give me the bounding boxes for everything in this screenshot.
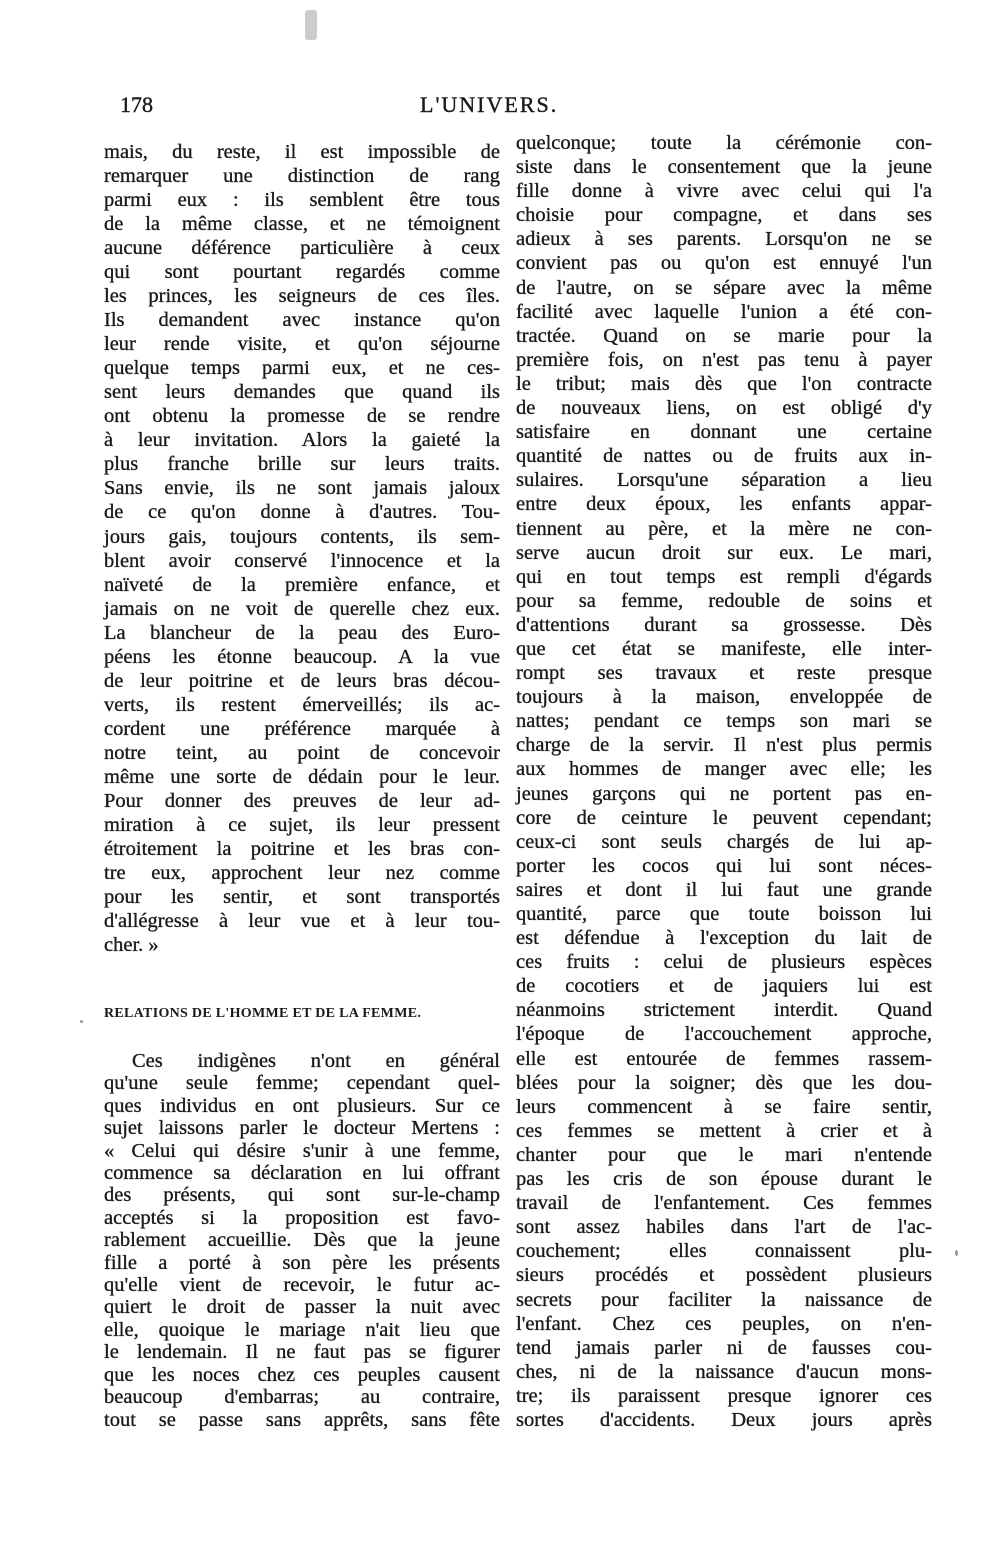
text-line: d'attentions durant sa grossesse. Dès — [516, 613, 932, 636]
text-line: qu'elle vient de recevoir, le futur ac- — [104, 1274, 500, 1297]
text-line: saires et dont il lui faut une grande — [516, 878, 932, 901]
text-line: acceptés si la proposition est favo- — [104, 1206, 500, 1229]
text-line: les princes, les seigneurs de ces îles. — [104, 285, 500, 308]
text-line: convient pas ou qu'on est ennuyé l'un — [516, 252, 932, 275]
text-line: première fois, on n'est pas tenu à payer — [516, 348, 932, 371]
left-column-paragraph — [104, 1050, 500, 1431]
text-line: chanter pour que le mari n'entende — [516, 1143, 932, 1166]
text-line: naïveté de la première enfance, et — [104, 573, 500, 596]
text-line: blent avoir conservé l'innocence et la — [104, 549, 500, 572]
text-line: le lendemain. Il ne faut pas se figurer — [104, 1341, 500, 1364]
text-line: cher. » — [104, 934, 159, 957]
text-line: toujours à la maison, enveloppée de — [516, 686, 932, 709]
text-line: Ces indigènes n'ont en général — [132, 1050, 500, 1072]
text-line: ceux-ci sont seuls chargés de lui ap- — [516, 830, 932, 853]
text-line: La blancheur de la peau des Euro- — [104, 621, 500, 644]
text-line: tend jamais parler ni de fausses cou- — [516, 1336, 932, 1359]
text-line: des présents, qui sont sur-le-champ — [104, 1184, 500, 1207]
text-line: plus franche brille sur leurs traits. — [104, 453, 500, 476]
text-line: de l'autre, on se sépare avec la même — [516, 276, 932, 299]
text-line: elle, quoique le mariage n'ait lieu que — [104, 1318, 500, 1341]
text-line: entre deux époux, les enfants appar- — [516, 493, 932, 516]
text-line: aux hommes de manger avec elle; les — [516, 758, 932, 781]
text-line: facilité avec laquelle l'union a été con- — [516, 300, 932, 323]
text-line: de la même classe, et ne témoignent — [104, 213, 500, 236]
text-line: Pour donner des preuves de leur ad- — [104, 789, 500, 812]
text-line: à leur invitation. Alors la gaieté la — [104, 429, 500, 452]
text-line: travail de l'enfantement. Ces femmes — [516, 1192, 932, 1215]
text-line: beaucoup d'embarras; au contraire, — [104, 1386, 500, 1409]
text-line: le tribut; mais dès que l'on contracte — [516, 372, 932, 395]
text-line: jours gais, toujours contents, ils sem- — [104, 525, 500, 548]
text-line: sieurs procédés et possèdent plusieurs — [516, 1264, 932, 1287]
text-line: cordent une préférence marquée à — [104, 717, 500, 740]
text-line: choisie pour compagne, et dans ses — [516, 204, 932, 227]
text-line: mais, du reste, il est impossible de — [104, 141, 500, 163]
text-line: rompt ses travaux et reste presque — [516, 662, 932, 685]
text-line: siste dans le consentement que la jeune — [516, 156, 932, 179]
text-line: quelconque; toute la cérémonie con- — [516, 132, 932, 154]
text-line: remarquer une distinction de rang — [104, 165, 500, 188]
text-line: que cet état se manifeste, elle inter- — [516, 637, 932, 660]
text-line: Sans envie, ils ne sont jamais jaloux — [104, 477, 500, 500]
text-line: ces femmes se mettent à crier et à — [516, 1119, 932, 1142]
text-line: satisfaire en donnant une certaine — [516, 421, 932, 444]
text-line: de leur poitrine et de leurs bras décou- — [104, 669, 500, 692]
text-line: péens les étonne beaucoup. A la vue — [104, 645, 500, 668]
text-line: ches, ni de la naissance d'aucun mons- — [516, 1360, 932, 1383]
text-line: fille donne à vivre avec celui qui l'a — [516, 180, 932, 203]
text-line: porter les cocos qui lui sont néces- — [516, 854, 932, 877]
text-line: blées pour la soigner; dès que les dou- — [516, 1071, 932, 1094]
text-line: étroitement la poitrine et les bras con- — [104, 837, 500, 860]
text-line: serve aucun droit sur eux. Le mari, — [516, 541, 932, 564]
text-line: leurs commencent à se faire sentir, — [516, 1095, 932, 1118]
text-line: quantité de nattes ou de fruits aux in- — [516, 445, 932, 468]
text-line: tiennent au père, et la mère ne con- — [516, 517, 932, 540]
text-line: verts, ils restent émerveillés; ils ac- — [104, 693, 500, 716]
text-line: adieux à ses parents. Lorsqu'on ne se — [516, 228, 932, 251]
section-heading: RELATIONS DE L'HOMME ET DE LA FEMME. — [104, 1006, 422, 1021]
text-line: sulaires. Lorsqu'une séparation a lieu — [516, 469, 932, 492]
right-column-text — [516, 131, 932, 1432]
text-line: sujet laissons parler le docteur Mertens : — [104, 1117, 500, 1140]
text-line: jeunes garçons qui ne portent pas en- — [516, 782, 932, 805]
scan-speck — [955, 1250, 958, 1256]
scan-speck — [305, 10, 317, 40]
text-line: de nouveaux liens, on est obligé d'y — [516, 397, 932, 420]
text-line: sont assez habiles dans l'art de l'ac- — [516, 1216, 932, 1239]
text-line: ont obtenu la promesse de se rendre — [104, 405, 500, 428]
text-line: aucune déférence particulière à ceux — [104, 237, 500, 260]
text-line: ces fruits : celui de plusieurs espèces — [516, 951, 932, 974]
scan-speck — [80, 1020, 83, 1023]
page-number: 178 — [120, 92, 153, 117]
text-line: tre; ils paraissent presque ignorer ces — [516, 1384, 932, 1407]
text-line: secrets pour faciliter la naissance de — [516, 1288, 932, 1311]
text-line: charge de la servir. Il n'est plus permis — [516, 734, 932, 757]
text-line: core de ceinture le peuvent cependant; — [516, 806, 932, 829]
text-line: qui en tout temps est rempli d'égards — [516, 565, 932, 588]
text-line: tre eux, approchent leur nez comme — [104, 861, 500, 884]
text-line: pour les sentir, et sont transportés — [104, 885, 500, 908]
text-line: commence sa déclaration en lui offrant — [104, 1162, 500, 1185]
text-line: quelque temps parmi eux, et ne ces- — [104, 357, 500, 380]
text-line: leur rende visite, et qu'on séjourne — [104, 333, 500, 356]
text-line: couchement; elles connaissent plu- — [516, 1240, 932, 1263]
text-line: « Celui qui désire s'unir à une femme, — [104, 1139, 500, 1162]
running-title: L'UNIVERS. — [420, 92, 559, 117]
text-line: sortes d'accidents. Deux jours après — [516, 1408, 932, 1431]
text-line: Ils demandent avec instance qu'on — [104, 309, 500, 332]
text-line: que les noces chez ces peuples causent — [104, 1363, 500, 1386]
text-line: miration à ce sujet, ils leur pressent — [104, 813, 500, 836]
text-line: l'époque de l'accouchement approche, — [516, 1023, 932, 1046]
text-line: qu'une seule femme; cependant quel- — [104, 1072, 500, 1095]
left-column-text — [104, 140, 500, 957]
text-line: nattes; pendant ce temps son mari se — [516, 710, 932, 733]
text-line: l'enfant. Chez ces peuples, on n'en- — [516, 1312, 932, 1335]
text-line: sent leurs demandes que quand ils — [104, 381, 500, 404]
text-line: même une sorte de dédain pour le leur. — [104, 765, 500, 788]
text-line: parmi eux : ils semblent être tous — [104, 189, 500, 212]
text-line: quantité, parce que toute boisson lui — [516, 903, 932, 925]
text-line: pour sa femme, redouble de soins et — [516, 589, 932, 612]
text-line: ques individus en ont plusieurs. Sur ce — [104, 1094, 500, 1117]
text-line: rablement accueillie. Dès que la jeune — [104, 1229, 500, 1252]
text-line: néanmoins strictement interdit. Quand — [516, 999, 932, 1022]
text-line: pas les cris de son épouse durant le — [516, 1168, 932, 1191]
text-line: fille a porté à son père les présents — [104, 1251, 500, 1274]
text-line: qui sont pourtant regardés comme — [104, 261, 500, 284]
text-line: quiert le droit de passer la nuit avec — [104, 1296, 500, 1319]
text-line: tout se passe sans apprêts, sans fête — [104, 1408, 500, 1431]
text-line: jamais on ne voit de querelle chez eux. — [104, 597, 500, 620]
text-line: tractée. Quand on se marie pour la — [516, 324, 932, 347]
text-line: elle est entourée de femmes rassem- — [516, 1047, 932, 1070]
text-line: d'allégresse à leur vue et à leur tou- — [104, 910, 500, 932]
text-line: notre teint, au point de concevoir — [104, 741, 500, 764]
text-line: de cocotiers et de jaquiers lui est — [516, 975, 932, 998]
text-line: de ce qu'on donne à d'autres. Tou- — [104, 501, 500, 524]
text-line: est défendue à l'exception du lait de — [516, 927, 932, 950]
